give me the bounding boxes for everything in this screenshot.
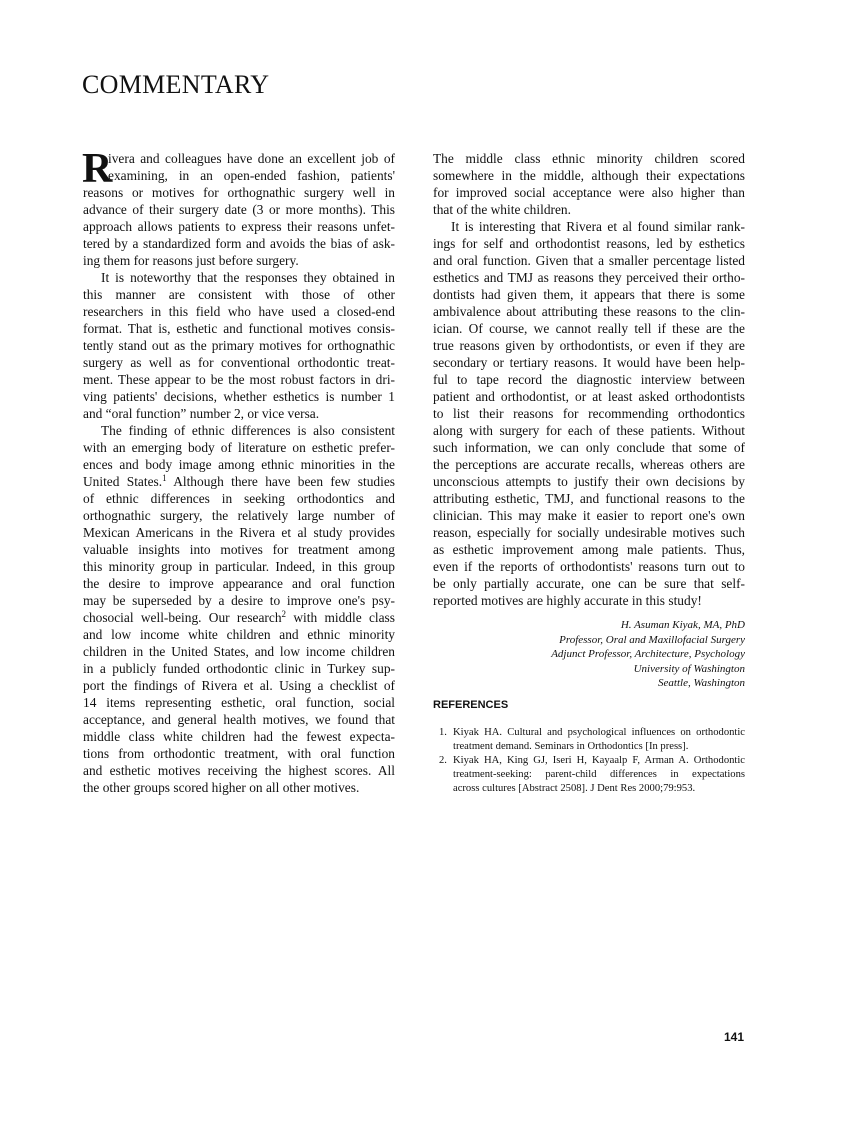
citation-superscript: 2 [281, 609, 287, 619]
text-line: ment. These appear to be the most robust factors in dri- [83, 372, 395, 387]
text-line: somewhere in the middle, although their expectations [433, 168, 745, 183]
text-line: treatment demand. Seminars in Orthodontics [In press]. [453, 741, 689, 752]
left-column [82, 146, 395, 796]
text-line: format. That is, esthetic and functional motives consis- [83, 321, 395, 336]
text-line: tions from orthodontic treatment, with oral function [83, 746, 395, 761]
text-line: of ethnic differences in seeking orthodontics and [83, 491, 395, 506]
text-line: reason, especially for socially undesirable motives such [433, 525, 745, 540]
text-line: across cultures [Abstract 2508]. J Dent Res 2000;79:953. [453, 783, 696, 794]
author-signature [433, 618, 745, 691]
text-line: this manner are consistent with those of other [83, 287, 395, 302]
text-line: The middle class ethnic minority children scored [433, 151, 745, 166]
text-line: ambivalence about attributing these reasons to the clin- [433, 304, 745, 319]
author-institution: University of Washington [633, 662, 745, 675]
text-line: Kiyak HA, King GJ, Iseri H, Kayaalp F, Arman A. Orthodontic [453, 755, 745, 766]
author-location: Seattle, Washington [658, 677, 745, 689]
text-line: and oral function. Given that a smaller percentage listed [433, 253, 745, 268]
text-line: advance of their surgery date (3 or more months). This [83, 202, 395, 217]
text-line: children in the United States, and low income children [83, 644, 395, 659]
text-line: the other groups scored higher on all other motives. [83, 780, 360, 795]
paragraph [83, 422, 395, 796]
text-line: ing them for reasons just before surgery. [83, 253, 299, 268]
text-line: and low income white children and ethnic minority [83, 627, 395, 642]
text-line: ivera and colleagues have done an excellent job of [108, 151, 395, 166]
text-line: for improved social acceptance were also higher than [433, 185, 745, 200]
reference-text [453, 754, 745, 796]
text-line: orthognathic surgery, the relatively large number of [83, 508, 395, 523]
text-line: Mexican Americans in the Rivera et al study provides [83, 525, 395, 540]
text-line: chosocial well-being. Our research$^2$ with middle class [83, 609, 395, 625]
paragraph [82, 146, 395, 269]
reference-number: 2. [439, 755, 447, 766]
text-line: ences and body image among ethnic minorities in the [83, 457, 395, 472]
text-line: reported motives are highly accurate in this study! [433, 593, 702, 608]
reference-item [439, 754, 745, 796]
text-line: valuable insights into motives for treatment among [83, 542, 395, 557]
text-line: ings for self and orthodontist reasons, led by esthetics [433, 236, 745, 251]
text-line: as esthetic improvement among male patients. Thus, [433, 542, 745, 557]
text-line: the desire to improve appearance and oral function [83, 576, 395, 591]
text-line: attributing esthetic, TMJ, and functional reasons to the [433, 491, 745, 506]
text-line: dontists had given them, it appears that there is some [433, 287, 745, 302]
references-heading: REFERENCES [433, 699, 509, 711]
text-line: 14 items representing esthetic, oral function, social [83, 695, 395, 710]
text-line: ful to tape record the diagnostic interview between [433, 372, 745, 387]
references-list [439, 726, 745, 796]
citation-superscript: 1 [162, 473, 167, 483]
text-line: the perceptions are accurate recalls, whereas others are [433, 457, 745, 472]
reference-text [453, 726, 745, 754]
text-line: It is noteworthy that the responses they obtained in [101, 270, 395, 285]
text-line: along with surgery for each of these patients. Without [433, 423, 745, 438]
reference-number: 1. [439, 727, 447, 738]
text-line: approach allows patients to express their reasons unfet- [83, 219, 395, 234]
text-line: secondary or tertiary reasons. It would have been help- [433, 355, 745, 370]
text-line: and esthetic motives receiving the highest scores. All [83, 763, 395, 778]
text-line: port the findings of Rivera et al. Using a checklist of [83, 678, 395, 693]
text-line: in a publicly funded orthodontic clinic in Turkey sup- [83, 661, 395, 676]
text-line: clinician. This may make it easier to report one's own [433, 508, 745, 523]
text-line: treatment-seeking: parent-child differences in expectations [453, 769, 745, 780]
author-name: H. Asuman Kiyak, MA, PhD [620, 619, 745, 631]
text-line: Kiyak HA. Cultural and psychological influences on orthodontic [453, 727, 745, 738]
text-line: with an emerging body of literature on esthetic prefer- [83, 440, 395, 455]
page-number: 141 [724, 1030, 745, 1044]
text-line: unconscious attempts to justify their own decisions by [433, 474, 745, 489]
text-line: It is interesting that Rivera et al found similar rank- [451, 219, 745, 234]
text-line: tered by a standardized form and avoids the bias of ask- [83, 236, 395, 251]
text-line: The finding of ethnic differences is also consistent [101, 423, 395, 438]
text-line: may be superseded by a desire to improve one's psy- [83, 593, 395, 608]
text-line: this minority group in particular. Indeed, in this group [83, 559, 395, 574]
reference-item [439, 726, 745, 754]
text-line: to list their reasons for recommending orthodontics [433, 406, 745, 421]
text-line: surgery as well as for conventional orthodontic treat- [83, 355, 395, 370]
text-line: researchers in this field who have used a closed-end [83, 304, 395, 319]
text-line: patient and orthodontist, or at least asked orthodontists [433, 389, 745, 404]
paragraph [83, 269, 395, 422]
right-column [433, 150, 745, 609]
text-line: such information, we can only conclude that some of [433, 440, 745, 455]
text-line: reasons or motives for orthognathic surgery well in [83, 185, 395, 200]
text-line: ving patients' decisions, whether esthetics is number 1 [83, 389, 395, 404]
text-line: that of the white children. [433, 202, 571, 217]
text-line: even if the reports of orthodontists' reasons turn out to [433, 559, 745, 574]
text-line: ician. Of course, we cannot really tell if these are the [433, 321, 745, 336]
text-line: middle class white children had the fewest expecta- [83, 729, 395, 744]
text-line: examining, in an open-ended fashion, patients' [108, 168, 395, 183]
page-title: COMMENTARY [82, 70, 270, 99]
text-line: be only partially accurate, one can be sure that self- [433, 576, 745, 591]
author-title-1: Professor, Oral and Maxillofacial Surgery [559, 633, 745, 646]
paragraph [433, 218, 745, 609]
text-line: and “oral function” number 2, or vice versa. [83, 406, 320, 421]
text-line: acceptance, and general health motives, we found that [83, 712, 395, 727]
paragraph [433, 150, 745, 218]
drop-cap: R [82, 146, 113, 192]
author-title-2: Adjunct Professor, Architecture, Psychology [551, 648, 745, 660]
text-line: true reasons given by orthodontists, or even if they are [433, 338, 745, 353]
text-line: tently stand out as the primary motives for orthognathic [83, 338, 395, 353]
text-line: United States.$^1$ Although there have been few studies [83, 473, 395, 489]
text-line: esthetics and TMJ as reasons they perceived their ortho- [433, 270, 745, 285]
